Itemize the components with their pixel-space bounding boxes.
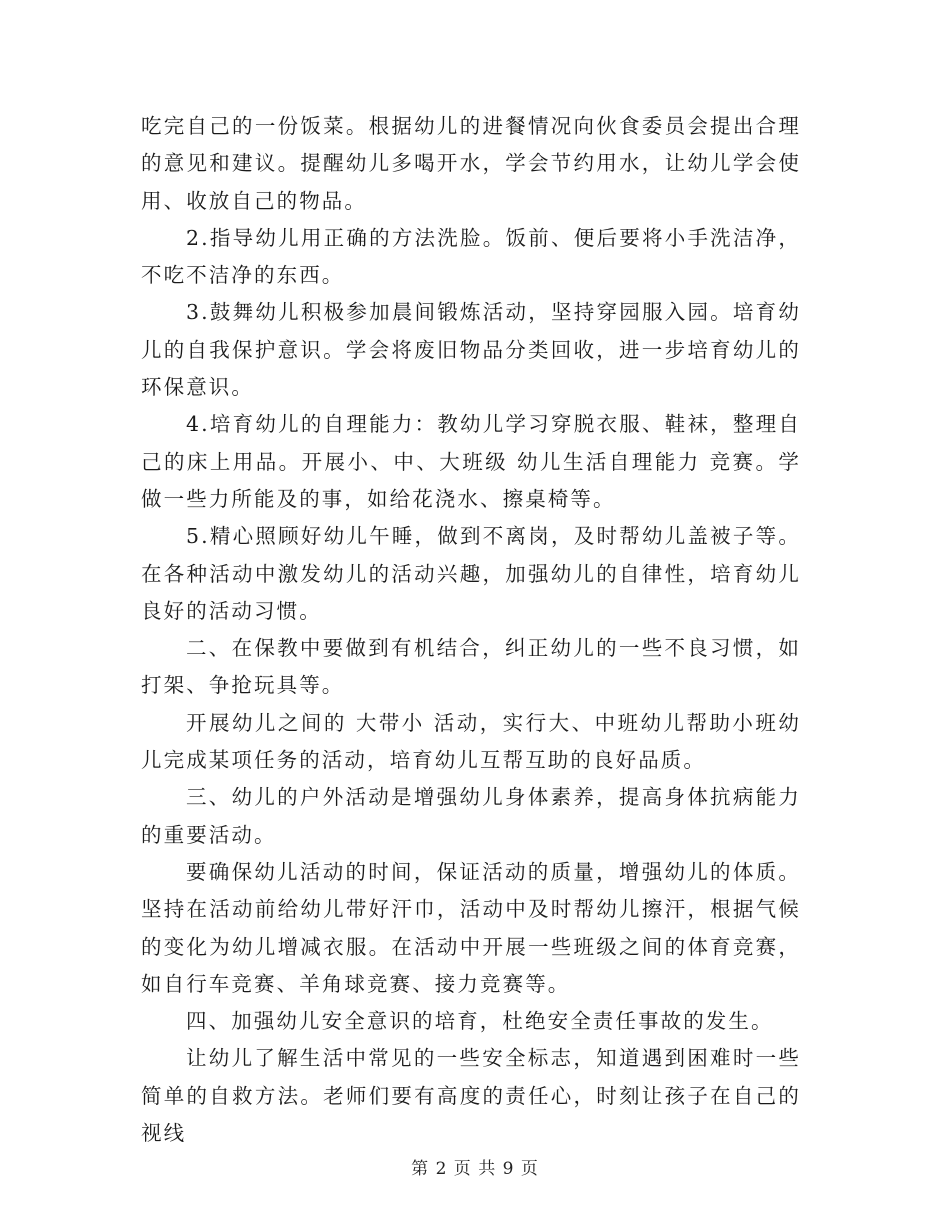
paragraph-item-3: 3.鼓舞幼儿积极参加晨间锻炼活动，坚持穿园服入园。培育幼儿的自我保护意识。学会将废旧物品分类回收，进一步培育幼儿的环保意识。 (141, 300, 801, 400)
paragraph-section-4-body: 让幼儿了解生活中常见的一些安全标志，知道遇到困难时一些简单的自救方法。老师们要有高度的责任心，时刻让孩子在自己的视线 (141, 1046, 801, 1146)
section-heading-2: 二、在保教中要做到有机结合，纠正幼儿的一些不良习惯，如打架、争抢玩具等。 (141, 636, 801, 698)
paragraph-item-5: 5.精心照顾好幼儿午睡，做到不离岗，及时帮幼儿盖被子等。在各种活动中激发幼儿的活动兴趣，加强幼儿的自律性，培育幼儿良好的活动习惯。 (141, 524, 801, 623)
page-number: 第 2 页 共 9 页 (411, 1159, 539, 1179)
page-footer (0, 1154, 950, 1179)
section-heading-3: 三、幼儿的户外活动是增强幼儿身体素养，提高身体抗病能力的重要活动。 (141, 785, 801, 847)
paragraph-item-2: 2.指导幼儿用正确的方法洗脸。饭前、便后要将小手洗洁净，不吃不洁净的东西。 (141, 225, 801, 288)
document-body (141, 108, 801, 1152)
paragraph-continued: 吃完自己的一份饭菜。根据幼儿的进餐情况向伙食委员会提出合理的意见和建议。提醒幼儿多喝开水，学会节约用水，让幼儿学会使用、收放自己的物品。 (141, 114, 801, 213)
paragraph-item-4: 4.培育幼儿的自理能力：教幼儿学习穿脱衣服、鞋袜，整理自己的床上用品。开展小、中、大班级 幼儿生活自理能力 竞赛。学做一些力所能及的事，如给花浇水、擦桌椅等。 (141, 412, 801, 511)
paragraph-section-3-body: 要确保幼儿活动的时间，保证活动的质量，增强幼儿的体质。坚持在活动前给幼儿带好汗巾，活动中及时帮幼儿擦汗，根据气候的变化为幼儿增减衣服。在活动中开展一些班级之间的体育竞赛，如自行车竞赛、羊角球竞赛、接力竞赛等。 (141, 859, 801, 996)
paragraph-section-2-body: 开展幼儿之间的 大带小 活动，实行大、中班幼儿帮助小班幼儿完成某项任务的活动，培育幼儿互帮互助的良好品质。 (141, 710, 801, 773)
section-heading-4: 四、加强幼儿安全意识的培育，杜绝安全责任事故的发生。 (186, 1009, 774, 1034)
